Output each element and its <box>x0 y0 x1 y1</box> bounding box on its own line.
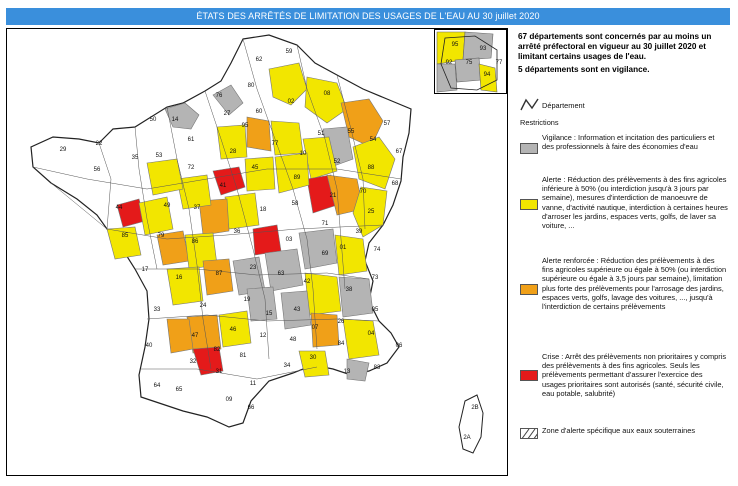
zone-vigilance-30 <box>265 249 303 291</box>
department-label-41: 41 <box>219 183 227 189</box>
department-label-24: 24 <box>199 303 207 309</box>
department-label-67: 67 <box>395 149 403 155</box>
department-label-63: 63 <box>277 271 285 277</box>
department-label-56: 56 <box>93 167 101 173</box>
department-label-54: 54 <box>369 137 377 143</box>
department-label-08: 08 <box>323 91 331 97</box>
summary <box>518 32 732 78</box>
ile-de-france-inset-svg <box>435 30 507 94</box>
department-label-06: 06 <box>395 343 403 349</box>
department-label-51: 51 <box>317 131 325 137</box>
department-label-10: 10 <box>299 151 307 157</box>
department-label-46: 46 <box>229 327 237 333</box>
department-label-69: 69 <box>321 251 329 257</box>
zone-crise-17 <box>253 225 281 255</box>
department-label-32: 32 <box>189 359 197 365</box>
zone-alerte-36 <box>343 319 379 359</box>
department-label-31: 31 <box>215 369 223 375</box>
department-label-80: 80 <box>247 83 255 89</box>
department-label-62: 62 <box>255 57 263 63</box>
alerte-renforcee-swatch <box>520 284 538 295</box>
zone-vigilance-42 <box>247 287 277 321</box>
department-label-66: 66 <box>247 405 255 411</box>
department-label-02: 02 <box>287 99 295 105</box>
department-label-11: 11 <box>249 381 257 387</box>
zone-alerte-11 <box>271 121 303 155</box>
inset-label-75: 75 <box>465 60 473 66</box>
zone-alerte-renforcee-12 <box>247 117 271 151</box>
department-label-12: 12 <box>259 333 267 339</box>
department-label-42: 42 <box>303 279 311 285</box>
inset-label-94: 94 <box>483 72 491 78</box>
department-label-23: 23 <box>249 265 257 271</box>
department-label-34: 34 <box>283 363 291 369</box>
department-label-82: 82 <box>213 347 221 353</box>
department-label-57: 57 <box>383 121 391 127</box>
department-label-27: 27 <box>223 111 231 117</box>
department-label-45: 45 <box>251 165 259 171</box>
department-label-35: 35 <box>131 155 139 161</box>
zone-alerte-renforcee-40 <box>167 319 193 353</box>
department-label-49: 49 <box>163 203 171 209</box>
department-label-36: 36 <box>233 229 241 235</box>
department-label-39: 39 <box>355 229 363 235</box>
summary-departments-count: 67 départements sont concernés par au moins un arrêté préfectoral en vigueur au 30 juillet 2020 et limitant certains usages de l'eau. <box>518 32 712 61</box>
department-label-40: 40 <box>145 343 153 349</box>
department-label-30: 30 <box>309 355 317 361</box>
department-label-47: 47 <box>191 333 199 339</box>
department-label-77: 77 <box>271 141 279 147</box>
inset-label-92: 92 <box>445 60 453 66</box>
department-label-17: 17 <box>141 267 149 273</box>
department-label-52: 52 <box>333 159 341 165</box>
department-label-04: 04 <box>367 331 375 337</box>
department-label-83: 83 <box>373 365 381 371</box>
department-label-64: 64 <box>153 383 161 389</box>
department-label-43: 43 <box>293 307 301 313</box>
summary-vigilance-count: 5 départements sont en vigilance. <box>518 65 650 74</box>
department-label-65: 65 <box>175 387 183 393</box>
department-label-68: 68 <box>391 181 399 187</box>
department-label-58: 58 <box>291 201 299 207</box>
zone-alerte-28 <box>167 267 203 305</box>
department-label-09: 09 <box>225 397 233 403</box>
department-label-14: 14 <box>171 117 179 123</box>
department-label-19: 19 <box>243 297 251 303</box>
inset-label-95: 95 <box>451 42 459 48</box>
department-label-03: 03 <box>285 237 293 243</box>
zone-alerte-18 <box>225 193 259 229</box>
vigilance-swatch <box>520 143 538 154</box>
zone-alerte-renforcee-27 <box>203 259 233 295</box>
department-label-73: 73 <box>371 275 379 281</box>
department-label-22: 22 <box>95 141 103 147</box>
department-label-53: 53 <box>155 153 163 159</box>
zone-alerte-34 <box>305 273 341 315</box>
department-label-21: 21 <box>329 193 337 199</box>
inset-label-77: 77 <box>495 60 503 66</box>
department-label-38: 38 <box>345 287 353 293</box>
department-boundary-icon <box>520 98 540 112</box>
legend-department-label: Département <box>542 101 585 110</box>
zone-vigilance-31 <box>299 229 337 269</box>
department-label-72: 72 <box>187 165 195 171</box>
france-map-svg <box>7 29 508 476</box>
department-label-79: 79 <box>157 233 165 239</box>
crise-text: Crise : Arrêt des prélèvements non prioritaires y compris des prélèvements à des fins agricoles. Seuls les prélèvements permettant d'assurer l'exercice des usages prioritaires sont autorisés (santé, sécurité civile, eau potable, salubrité) <box>542 352 727 398</box>
zone-text: Zone d'alerte spécifique aux eaux souterraines <box>542 426 696 435</box>
alerte-swatch <box>520 199 538 210</box>
department-label-28: 28 <box>229 149 237 155</box>
france-map <box>6 28 508 476</box>
zone-alerte-32 <box>335 235 367 275</box>
department-label-48: 48 <box>289 337 297 343</box>
alerte-text: Alerte : Réduction des prélèvements à des fins agricoles inférieure à 50% (ou interdiction jusqu'à 3 jours par semaine), mesures d'interdiction de manoeuvre de vanne, d'activité nautique, interdiction à certaines heures d'arroser les jardins, espaces verts, golfs, de laver sa voiture, ... <box>542 175 728 231</box>
department-label-89: 89 <box>293 175 301 181</box>
department-label-59: 59 <box>285 49 293 55</box>
alerte-renforcee-text: Alerte renforcée : Réduction des prélèvements à des fins agricoles supérieure ou égale à 50% (ou interdiction supérieure ou égale à 3,5 jours par semaine), limitation plus forte des prélèvements pour l'arrosage des jardins, espaces verts, golfs, lavage des voitures, ..., jusqu'à l'interdiction de certains prélèvements <box>542 256 727 312</box>
department-label-86: 86 <box>191 239 199 245</box>
department-label-2a: 2A <box>463 435 471 441</box>
crise-swatch <box>520 370 538 381</box>
department-label-13: 13 <box>343 369 351 375</box>
zone-vigilance-33 <box>339 277 373 317</box>
department-label-29: 29 <box>59 147 67 153</box>
department-label-37: 37 <box>193 205 201 211</box>
department-label-70: 70 <box>359 189 367 195</box>
department-label-50: 50 <box>149 117 157 123</box>
department-label-61: 61 <box>187 137 195 143</box>
department-label-05: 05 <box>371 307 379 313</box>
department-label-84: 84 <box>337 341 345 347</box>
department-label-76: 76 <box>215 93 223 99</box>
department-label-60: 60 <box>255 109 263 115</box>
zone-alerte-21 <box>147 159 183 195</box>
map-title: ÉTATS DES ARRÊTÉS DE LIMITATION DES USAGES DE L'EAU AU 30 juillet 2020 <box>6 8 730 25</box>
department-label-33: 33 <box>153 307 161 313</box>
department-label-44: 44 <box>115 205 123 211</box>
department-label-88: 88 <box>367 165 375 171</box>
corsica-outline <box>459 395 483 453</box>
vigilance-text: Vigilance : Information et incitation des particuliers et des professionnels à faire des économies d'eau <box>542 133 715 152</box>
department-label-01: 01 <box>339 245 347 251</box>
zone-alerte-15 <box>245 157 275 191</box>
inset-label-93: 93 <box>479 46 487 52</box>
department-label-07: 07 <box>311 325 319 331</box>
department-label-25: 25 <box>367 209 375 215</box>
department-label-85: 85 <box>121 233 129 239</box>
department-label-2b: 2B <box>471 405 479 411</box>
department-label-87: 87 <box>215 271 223 277</box>
hatched-zone-swatch <box>520 428 538 439</box>
department-label-15: 15 <box>265 311 273 317</box>
department-label-81: 81 <box>239 353 247 359</box>
department-label-55: 55 <box>347 129 355 135</box>
department-label-74: 74 <box>373 247 381 253</box>
department-label-26: 26 <box>337 319 345 325</box>
ile-de-france-inset <box>434 29 507 94</box>
restrictions-heading: Restrictions <box>520 118 559 127</box>
department-label-18: 18 <box>259 207 267 213</box>
department-label-95: 95 <box>241 123 249 129</box>
department-label-16: 16 <box>175 275 183 281</box>
department-label-71: 71 <box>321 221 329 227</box>
